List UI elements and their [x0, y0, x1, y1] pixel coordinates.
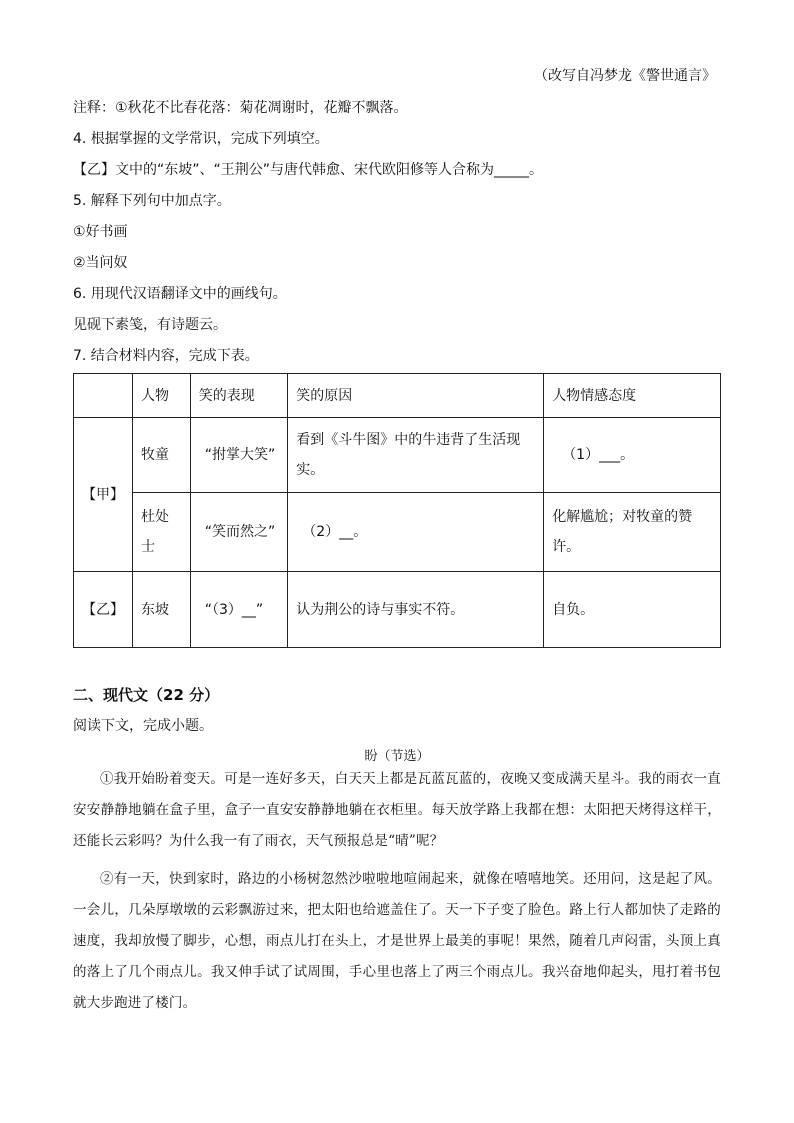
group-label-yi: 【乙】 [74, 572, 133, 648]
passage-paragraph-1: ①我开始盼着变天。可是一连好多天，白天天上都是瓦蓝瓦蓝的，夜晚又变成满天星斗。我的雨衣一直安安静静地躺在盒子里，盒子一直安安静静地躺在衣柜里。每天放学路上我都在想：太阳把天烤得这样干，还能长云彩吗？为什么我一有了雨衣，天气预报总是“晴”呢？ [73, 771, 721, 849]
question-4-title: 4. 根据掌握的文学常识，完成下列填空。 [73, 131, 329, 147]
question-6-title: 6. 用现代汉语翻译文中的画线句。 [73, 286, 287, 302]
question-7-title: 7. 结合材料内容，完成下表。 [73, 348, 259, 364]
table-header-cell: 笑的表现 [190, 374, 288, 418]
table-row [74, 418, 721, 493]
table-header-cell: 笑的原因 [288, 374, 544, 418]
table-row [74, 572, 721, 648]
table-cell-person: 牧童 [133, 418, 191, 493]
question-6-text: 见砚下素笺，有诗题云。 [73, 317, 227, 333]
table-cell-attitude: 化解尴尬；对牧童的赞许。 [544, 493, 721, 572]
group-label-jia: 【甲】 [74, 418, 133, 572]
answer-table [73, 373, 721, 648]
table-header-cell: 人物 [133, 374, 191, 418]
source-citation: （改写自冯梦龙《警世通言》 [534, 68, 716, 84]
table-cell-reason: 看到《斗牛图》中的牛违背了生活现实。 [288, 418, 544, 493]
passage-title: 盼（节选） [364, 749, 430, 764]
table-cell-person: 杜处士 [133, 493, 191, 572]
table-header-row [74, 374, 721, 418]
table-cell-person: 东坡 [133, 572, 191, 648]
table-cell-reason: 认为荆公的诗与事实不符。 [288, 572, 544, 648]
passage-paragraph-2: ②有一天，快到家时，路边的小杨树忽然沙啦啦地喧闹起来，就像在嘻嘻地笑。还用问，这是起了风。一会儿，几朵厚墩墩的云彩飘游过来，把太阳也给遮盖住了。天一下子变了脸色。路上行人都加快了走路的速度，我却放慢了脚步，心想，雨点儿打在头上，才是世界上最美的事呢！果然，随着几声闷雷，头顶上真的落上了几个雨点儿。我又伸手试了试周围，手心里也落上了两三个雨点儿。我兴奋地仰起头，甩打着书包就大步跑进了楼门。 [73, 871, 721, 1011]
question-5-item-2: ②当问奴 [73, 255, 128, 271]
table-cell-reason: （2）__。 [288, 493, 544, 572]
question-5-item-1: ①好书画 [73, 224, 128, 240]
reading-instruction: 阅读下文，完成小题。 [73, 718, 213, 734]
table-header-cell [74, 374, 133, 418]
table-cell-attitude: （1）___。 [544, 418, 721, 493]
table-row [74, 493, 721, 572]
annotation-note: 注释：①秋花不比春花落：菊花凋谢时，花瓣不飘落。 [73, 100, 408, 116]
table-cell-attitude: 自负。 [544, 572, 721, 648]
table-header-cell: 人物情感态度 [544, 374, 721, 418]
section-heading: 二、现代文（22 分） [73, 686, 220, 704]
table-cell-expression: “笑而然之” [190, 493, 288, 572]
table-cell-expression: “（3）__” [190, 572, 288, 648]
question-5-title: 5. 解释下列句中加点字。 [73, 193, 231, 209]
question-4-text: 【乙】文中的“东坡”、“王荆公”与唐代韩愈、宋代欧阳修等人合称为_____。 [73, 162, 544, 178]
table-cell-expression: “拊掌大笑” [190, 418, 288, 493]
